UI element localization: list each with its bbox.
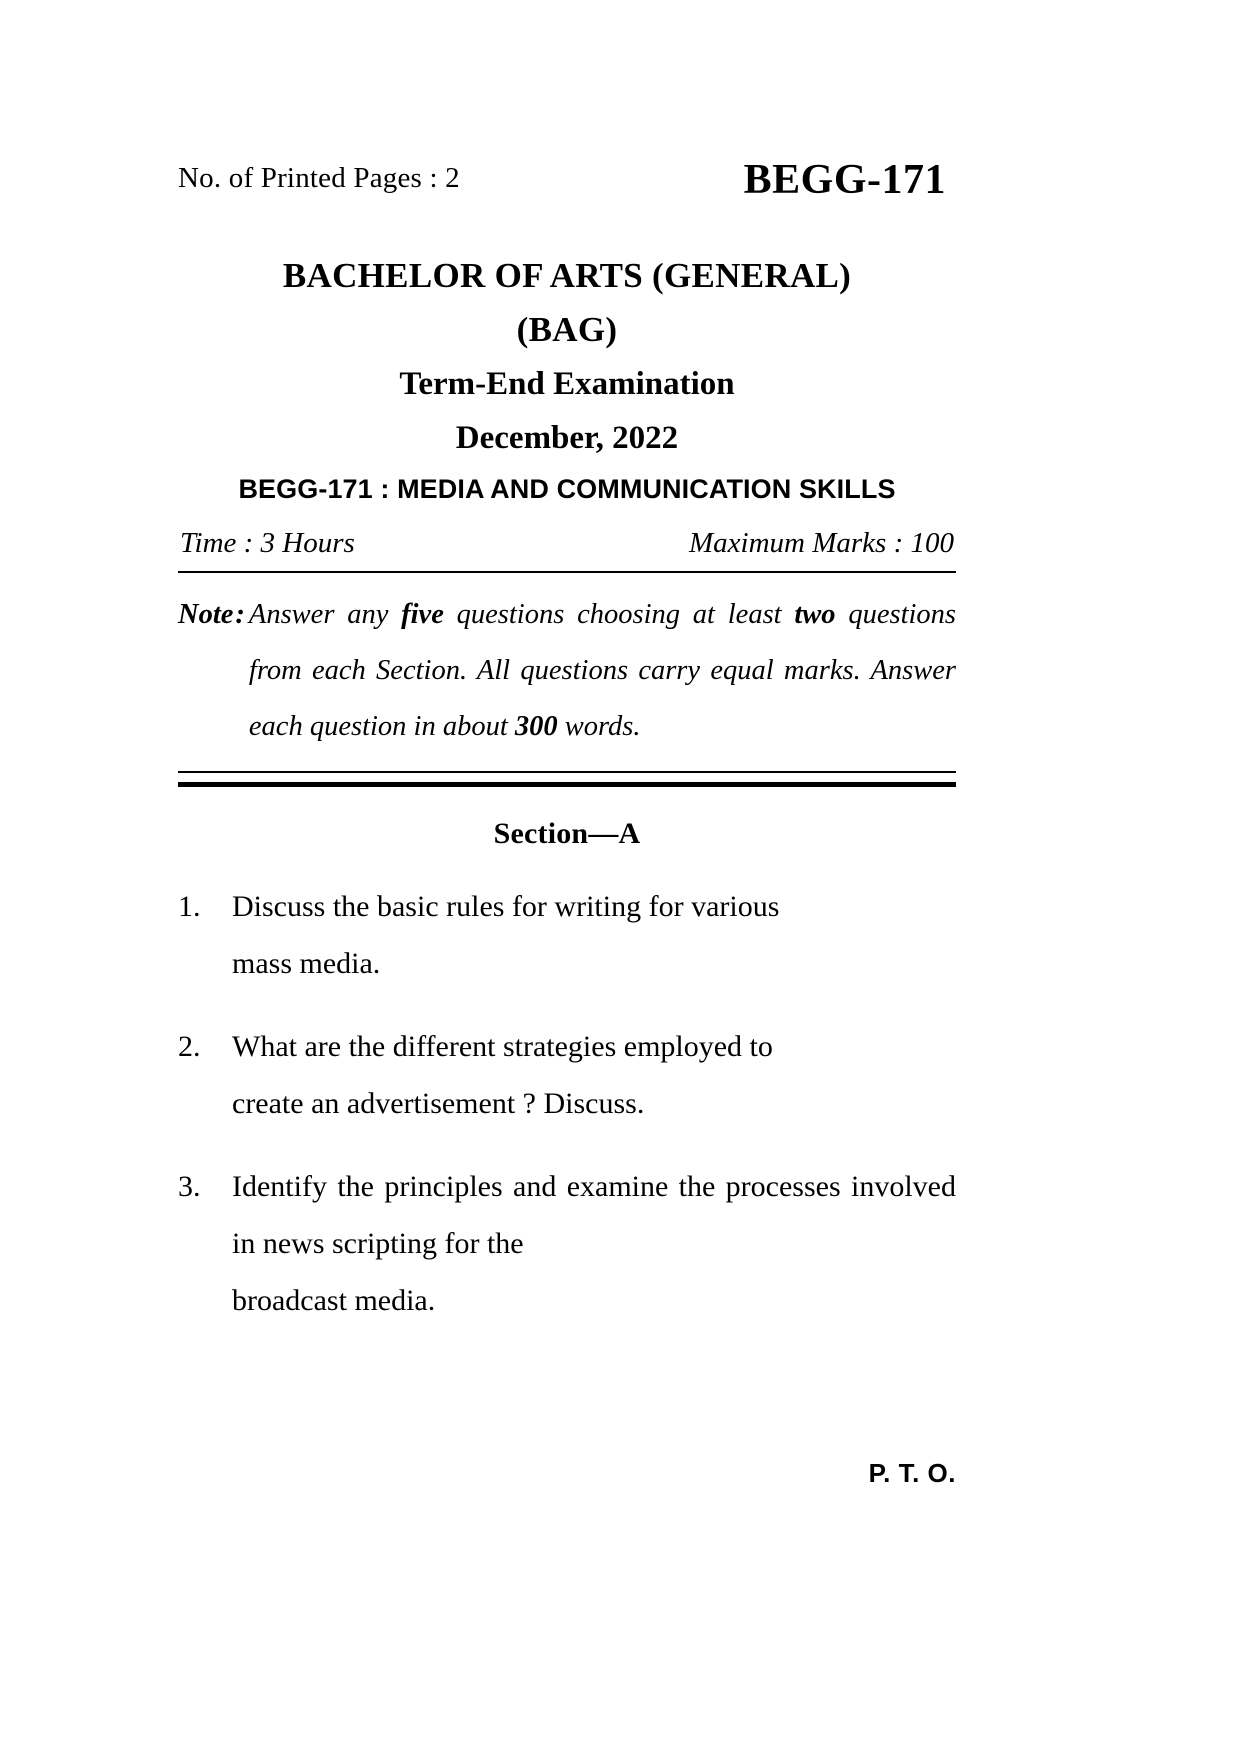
examination-type: Term-End Examination	[399, 366, 735, 402]
question-text	[232, 1158, 956, 1329]
question-text-body: What are the different strategies employed to	[232, 1030, 773, 1063]
question-text	[232, 878, 956, 992]
question-text-lastline: broadcast media.	[232, 1284, 436, 1317]
note-part-1: Answer any	[248, 599, 402, 630]
question-text-body: Identify the principles and examine the processes involved in news scripting for the	[232, 1170, 956, 1260]
note-label: Note	[178, 599, 234, 630]
note-part-4: words.	[557, 711, 641, 742]
printed-pages-label: No. of Printed Pages : 2	[178, 162, 460, 194]
question-text-lastline: create an advertisement ? Discuss.	[232, 1087, 645, 1120]
question-number: 1.	[178, 890, 201, 923]
note-emphasis-five: five	[401, 599, 444, 630]
question-text	[232, 1018, 956, 1132]
question-number: 3.	[178, 1170, 201, 1203]
question-text-body: Discuss the basic rules for writing for various	[232, 890, 780, 923]
programme-abbreviation: (BAG)	[516, 310, 618, 349]
document-header	[178, 158, 956, 220]
page-turn-over-label: P. T. O.	[868, 1458, 956, 1488]
note-part-2: questions choosing at least	[443, 599, 795, 630]
maximum-marks: Maximum Marks : 100	[689, 527, 954, 559]
examination-session: December, 2022	[455, 420, 679, 456]
title-block	[178, 248, 956, 509]
question-list	[178, 878, 956, 1329]
question-number: 2.	[178, 1030, 201, 1063]
question-item	[178, 1158, 956, 1329]
horizontal-rule-double	[178, 771, 956, 787]
page-content	[178, 157, 957, 1488]
note-part-3: questions from each Section. All questions carry equal marks. Answer each question in about	[248, 599, 957, 742]
question-text-lastline: mass media.	[232, 947, 381, 980]
note-emphasis-300: 300	[514, 711, 558, 742]
section-heading: Section—A	[493, 817, 641, 850]
subject-title: BEGG-171 : MEDIA AND COMMUNICATION SKILLS	[238, 474, 896, 504]
programme-title: BACHELOR OF ARTS (GENERAL)	[282, 256, 852, 295]
question-item	[178, 1018, 956, 1132]
note-colon: :	[235, 599, 245, 630]
time-and-marks-row	[178, 523, 956, 563]
horizontal-rule-top	[178, 571, 956, 573]
question-item	[178, 878, 956, 992]
note-emphasis-two: two	[794, 599, 836, 630]
note-block	[178, 587, 956, 755]
note-text	[249, 587, 956, 755]
course-code: BEGG-171	[743, 157, 946, 203]
time-allowed: Time : 3 Hours	[180, 527, 355, 559]
